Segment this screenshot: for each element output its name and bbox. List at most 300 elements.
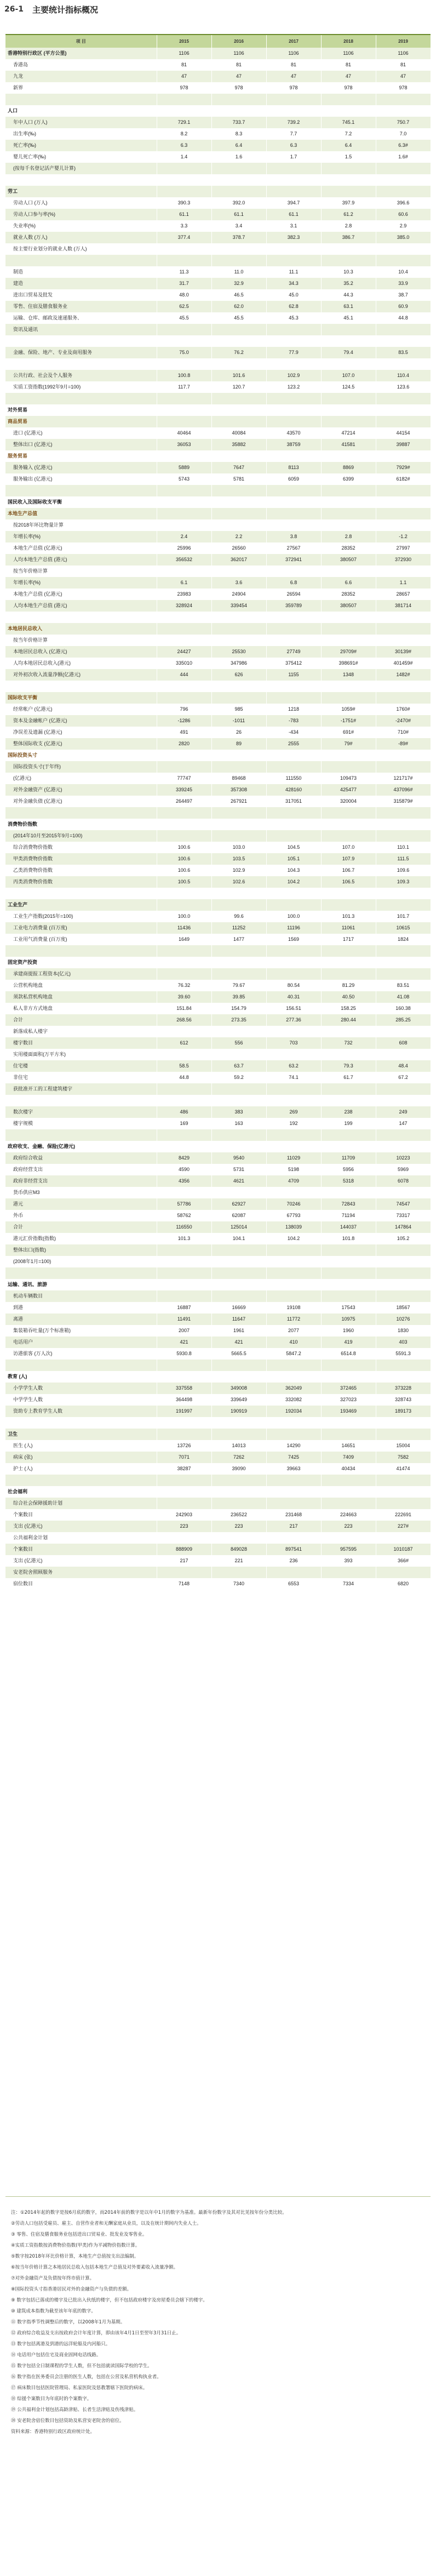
cell-value: [211, 324, 266, 335]
cell-value: 612: [157, 1037, 211, 1049]
cell-value: 1106: [376, 48, 431, 59]
cell-value: 337558: [157, 1383, 211, 1394]
row-label: 经常帐户 (亿港元): [5, 704, 157, 715]
table-row: [5, 1383, 431, 1394]
table-row: [5, 163, 431, 174]
cell-value: 978: [266, 82, 321, 94]
cell-value: [266, 485, 321, 496]
cell-value: [266, 635, 321, 646]
cell-value: [376, 393, 431, 404]
cell-value: 14013: [211, 1440, 266, 1452]
table-row: [5, 1290, 431, 1302]
cell-value: [157, 404, 211, 416]
cell-value: 2.4: [157, 531, 211, 542]
cell-value: 4709: [266, 1175, 321, 1187]
cell-value: 10.4: [376, 266, 431, 278]
cell-value: [266, 163, 321, 174]
cell-value: 27749: [266, 646, 321, 658]
row-label: 到港: [5, 1302, 157, 1313]
table-row: [5, 519, 431, 531]
row-label: 劳动人口参与率(%): [5, 209, 157, 220]
table-row: [5, 704, 431, 715]
row-label: 香港特别行政区 (平方公里): [5, 48, 157, 59]
cell-value: [266, 393, 321, 404]
footnote: ⑫ 政府综合收益及支出按政府会计年度计算，即由该年4月1日至翌年3月31日止。: [11, 2331, 181, 2336]
cell-value: [376, 1129, 431, 1141]
cell-value: [321, 1475, 376, 1486]
cell-value: 35882: [211, 439, 266, 450]
table-row: [5, 531, 431, 542]
cell-value: [211, 623, 266, 635]
row-label: 对外初次收入流量净额(亿港元): [5, 669, 157, 681]
cell-value: 1760#: [376, 704, 431, 715]
table-row: [5, 151, 431, 163]
row-label: [5, 358, 157, 370]
cell-value: 849028: [211, 1544, 266, 1555]
cell-value: [321, 174, 376, 186]
cell-value: [321, 1083, 376, 1095]
cell-value: [157, 807, 211, 819]
cell-value: 491: [157, 727, 211, 738]
cell-value: 1010187: [376, 1544, 431, 1555]
header-item: 项 目: [5, 35, 157, 48]
cell-value: 77747: [157, 773, 211, 784]
cell-value: [266, 508, 321, 519]
cell-value: 192034: [266, 1406, 321, 1417]
cell-value: 339245: [157, 784, 211, 796]
table-row: [5, 727, 431, 738]
cell-value: 156.51: [266, 1003, 321, 1014]
cell-value: [157, 968, 211, 980]
cell-value: [211, 807, 266, 819]
cell-value: [157, 393, 211, 404]
cell-value: 40.31: [266, 991, 321, 1003]
cell-value: [321, 968, 376, 980]
table-row: [5, 1406, 431, 1417]
cell-value: 117.7: [157, 381, 211, 393]
cell-value: 1.6: [211, 151, 266, 163]
table-row: [5, 1567, 431, 1578]
cell-value: [157, 1475, 211, 1486]
cell-value: 2077: [266, 1325, 321, 1336]
row-label: 香港岛: [5, 59, 157, 71]
cell-value: 47214: [321, 427, 376, 439]
cell-value: 44.3: [321, 289, 376, 301]
cell-value: 285.25: [376, 1014, 431, 1026]
cell-value: 390.3: [157, 197, 211, 209]
cell-value: 8.3: [211, 128, 266, 140]
cell-value: 116550: [157, 1221, 211, 1233]
cell-value: 357308: [211, 784, 266, 796]
row-label: 私人非方方式地盘: [5, 1003, 157, 1014]
cell-value: [321, 1486, 376, 1498]
header-year: 2019: [376, 35, 431, 48]
cell-value: 41581: [321, 439, 376, 450]
cell-value: [376, 945, 431, 957]
cell-value: [211, 1095, 266, 1106]
cell-value: 978: [321, 82, 376, 94]
table-row: [5, 1360, 431, 1371]
cell-value: [211, 968, 266, 980]
table-row: [5, 496, 431, 508]
row-label: [5, 94, 157, 105]
table-row: [5, 324, 431, 335]
cell-value: -1751#: [321, 715, 376, 727]
cell-value: 60.6: [376, 209, 431, 220]
cell-value: 7929#: [376, 462, 431, 473]
cell-value: 79#: [321, 738, 376, 750]
cell-value: 189173: [376, 1406, 431, 1417]
cell-value: 48.0: [157, 289, 211, 301]
cell-value: [376, 508, 431, 519]
cell-value: 100.5: [157, 876, 211, 888]
row-label: 数次楼宇: [5, 1106, 157, 1118]
cell-value: [321, 1267, 376, 1279]
cell-value: 3.1: [266, 220, 321, 232]
table-row: [5, 473, 431, 485]
cell-value: [211, 1486, 266, 1498]
row-label: 婴儿死亡率(‰): [5, 151, 157, 163]
cell-value: 61.7: [321, 1072, 376, 1083]
cell-value: 364498: [157, 1394, 211, 1406]
cell-value: [321, 635, 376, 646]
cell-value: [376, 1279, 431, 1290]
cell-value: 280.44: [321, 1014, 376, 1026]
cell-value: 76.2: [211, 347, 266, 358]
cell-value: [321, 255, 376, 266]
cell-value: 151.84: [157, 1003, 211, 1014]
cell-value: 978: [211, 82, 266, 94]
row-label: 病床 (张): [5, 1452, 157, 1463]
cell-value: [266, 1532, 321, 1544]
cell-value: 125014: [211, 1221, 266, 1233]
table-row: [5, 669, 431, 681]
cell-value: 957595: [321, 1544, 376, 1555]
table-row: [5, 945, 431, 957]
row-label: 年增长率(%): [5, 577, 157, 589]
table-number: 26-1: [4, 5, 24, 14]
row-label: 中学学生人数: [5, 1394, 157, 1406]
cell-value: 58.5: [157, 1060, 211, 1072]
cell-value: 8113: [266, 462, 321, 473]
cell-value: 380507: [321, 600, 376, 612]
row-label: 进出口贸易及批发: [5, 289, 157, 301]
cell-value: [211, 163, 266, 174]
cell-value: 107.9: [321, 853, 376, 865]
cell-value: [266, 1290, 321, 1302]
cell-value: [266, 1256, 321, 1267]
cell-value: 163: [211, 1118, 266, 1129]
cell-value: [157, 1417, 211, 1429]
row-label: 服务贸易: [5, 450, 157, 462]
table-row: [5, 94, 431, 105]
cell-value: [211, 692, 266, 704]
cell-value: [211, 255, 266, 266]
cell-value: 386.7: [321, 232, 376, 243]
row-label: 本地生产总值 (亿港元): [5, 542, 157, 554]
table-row: [5, 71, 431, 82]
cell-value: 732: [321, 1037, 376, 1049]
cell-value: 2.8: [321, 220, 376, 232]
cell-value: [211, 485, 266, 496]
cell-value: [376, 485, 431, 496]
row-label: 合计: [5, 1014, 157, 1026]
footnote: ⑰ 病床数目包括医院管理局、私家医院及惩教署辖下医院的病床。: [11, 2385, 148, 2391]
cell-value: [157, 1486, 211, 1498]
cell-value: [211, 1498, 266, 1509]
cell-value: 1106: [266, 48, 321, 59]
cell-value: 81: [211, 59, 266, 71]
table-row: [5, 186, 431, 197]
cell-value: [376, 888, 431, 899]
cell-value: [157, 819, 211, 830]
footnote: ⑥按当年价格计算之本地居民总收入包括本地生产总值及对外要素收入流量净额。: [11, 2265, 179, 2270]
cell-value: 6.3: [157, 140, 211, 151]
cell-value: [321, 1279, 376, 1290]
cell-value: 5665.5: [211, 1348, 266, 1360]
cell-value: [266, 899, 321, 911]
cell-value: 110.4: [376, 370, 431, 381]
row-label: [5, 807, 157, 819]
table-row: [5, 1475, 431, 1486]
cell-value: [266, 1429, 321, 1440]
cell-value: 2007: [157, 1325, 211, 1336]
row-label: 护士 (人): [5, 1463, 157, 1475]
cell-value: [266, 692, 321, 704]
cell-value: [321, 1567, 376, 1578]
row-label: 整体国际收支 (亿港元): [5, 738, 157, 750]
cell-value: [211, 1417, 266, 1429]
cell-value: 380507: [321, 554, 376, 566]
cell-value: [321, 1187, 376, 1198]
cell-value: 72843: [321, 1198, 376, 1210]
row-label: 运输、仓库、邮政及速递服务、: [5, 312, 157, 324]
row-label: [5, 485, 157, 496]
cell-value: [211, 243, 266, 255]
cell-value: 73317: [376, 1210, 431, 1221]
row-label: 集装箱吞吐量(万个标准箱): [5, 1325, 157, 1336]
cell-value: 745.1: [321, 117, 376, 128]
cell-value: 5930.8: [157, 1348, 211, 1360]
cell-value: 124.5: [321, 381, 376, 393]
cell-value: 1348: [321, 669, 376, 681]
row-label: [5, 1475, 157, 1486]
cell-value: 362017: [211, 554, 266, 566]
table-row: [5, 105, 431, 117]
table-row: [5, 1129, 431, 1141]
cell-value: 62.5: [157, 301, 211, 312]
row-label: 政府收支、金融、保险(亿港元): [5, 1141, 157, 1152]
cell-value: 39.60: [157, 991, 211, 1003]
row-label: 政府综合收益: [5, 1152, 157, 1164]
table-row: [5, 1463, 431, 1475]
cell-value: 710#: [376, 727, 431, 738]
cell-value: [157, 94, 211, 105]
cell-value: [321, 450, 376, 462]
cell-value: [321, 566, 376, 577]
table-body: [5, 48, 431, 1590]
cell-value: 80.54: [266, 980, 321, 991]
row-label: [5, 255, 157, 266]
table-row: [5, 1267, 431, 1279]
cell-value: [321, 519, 376, 531]
cell-value: [157, 1083, 211, 1095]
cell-value: [157, 945, 211, 957]
table-row: [5, 692, 431, 704]
cell-value: 339454: [211, 600, 266, 612]
cell-value: 328743: [376, 1394, 431, 1406]
row-label: 资助专上教育学生人数: [5, 1406, 157, 1417]
row-label: [5, 1095, 157, 1106]
cell-value: [266, 358, 321, 370]
cell-value: 608: [376, 1037, 431, 1049]
cell-value: [157, 1256, 211, 1267]
table-row: [5, 646, 431, 658]
row-label: 新界: [5, 82, 157, 94]
cell-value: [376, 1532, 431, 1544]
cell-value: 223: [157, 1521, 211, 1532]
table-row: [5, 1244, 431, 1256]
cell-value: 393: [321, 1555, 376, 1567]
cell-value: 223: [211, 1521, 266, 1532]
table-row: [5, 1256, 431, 1267]
cell-value: 26560: [211, 542, 266, 554]
cell-value: [376, 899, 431, 911]
cell-value: [157, 1026, 211, 1037]
cell-value: [266, 496, 321, 508]
cell-value: [376, 957, 431, 968]
row-label: 国际收支平衡: [5, 692, 157, 704]
row-label: 固定资产投资: [5, 957, 157, 968]
cell-value: 40.50: [321, 991, 376, 1003]
cell-value: [211, 945, 266, 957]
cell-value: [321, 1417, 376, 1429]
table-row: [5, 255, 431, 266]
row-label: 宿位数目: [5, 1578, 157, 1590]
cell-value: 421: [211, 1336, 266, 1348]
cell-value: [376, 1187, 431, 1198]
cell-value: 38287: [157, 1463, 211, 1475]
cell-value: 7.0: [376, 128, 431, 140]
cell-value: [376, 186, 431, 197]
cell-value: [376, 1083, 431, 1095]
cell-value: 691#: [321, 727, 376, 738]
cell-value: [157, 1141, 211, 1152]
cell-value: 3.8: [266, 531, 321, 542]
cell-value: 2.9: [376, 220, 431, 232]
table-row: [5, 1486, 431, 1498]
cell-value: 7.7: [266, 128, 321, 140]
row-label: [5, 1267, 157, 1279]
cell-value: 47: [321, 71, 376, 82]
table-row: [5, 266, 431, 278]
table-row: [5, 427, 431, 439]
row-label: 支出 (亿港元): [5, 1521, 157, 1532]
table-row: [5, 1440, 431, 1452]
footnote: ⑨ 数字包括已落成的楼宇及已批出入伙纸的楼宇，但不包括政府楼宇及房屋委员会辖下的楼宇。: [11, 2298, 208, 2303]
cell-value: 31.7: [157, 278, 211, 289]
cell-value: [321, 1360, 376, 1371]
cell-value: 273.35: [211, 1014, 266, 1026]
cell-value: [211, 404, 266, 416]
cell-value: [157, 1267, 211, 1279]
cell-value: 158.25: [321, 1003, 376, 1014]
cell-value: 39887: [376, 439, 431, 450]
statistics-table: [5, 35, 431, 1590]
cell-value: [211, 1475, 266, 1486]
table-row: [5, 566, 431, 577]
cell-value: [266, 1083, 321, 1095]
cell-value: 7647: [211, 462, 266, 473]
cell-value: [211, 1129, 266, 1141]
cell-value: [376, 761, 431, 773]
table-row: [5, 1164, 431, 1175]
cell-value: 13726: [157, 1440, 211, 1452]
row-label: (按每千名登记活产婴儿计算): [5, 163, 157, 174]
cell-value: 36053: [157, 439, 211, 450]
cell-value: [157, 1429, 211, 1440]
cell-value: [376, 335, 431, 347]
cell-value: [266, 324, 321, 335]
cell-value: [266, 566, 321, 577]
cell-value: [157, 681, 211, 692]
cell-value: [321, 899, 376, 911]
cell-value: [321, 1256, 376, 1267]
cell-value: 23983: [157, 589, 211, 600]
cell-value: 332082: [266, 1394, 321, 1406]
table-row: [5, 865, 431, 876]
row-label: 对外贸易: [5, 404, 157, 416]
cell-value: 62.8: [266, 301, 321, 312]
cell-value: 269: [266, 1106, 321, 1118]
cell-value: 14290: [266, 1440, 321, 1452]
cell-value: 9540: [211, 1152, 266, 1164]
footnote: ⑬ 数字包括离港及到港的远洋轮船及内河船只。: [11, 2341, 111, 2347]
table-row: [5, 1095, 431, 1106]
cell-value: 63.2: [266, 1060, 321, 1072]
cell-value: 61.1: [266, 209, 321, 220]
cell-value: [211, 1360, 266, 1371]
row-label: 承建商提报工程资本(亿元): [5, 968, 157, 980]
cell-value: 401459#: [376, 658, 431, 669]
cell-value: 1.7: [266, 151, 321, 163]
row-label: 政府经营支出: [5, 1164, 157, 1175]
cell-value: 6.6: [321, 577, 376, 589]
cell-value: 47: [211, 71, 266, 82]
table-row: [5, 911, 431, 922]
cell-value: [321, 1498, 376, 1509]
row-label: 本地生产总值 (亿港元): [5, 589, 157, 600]
cell-value: [321, 1141, 376, 1152]
table-row: [5, 174, 431, 186]
table-row: [5, 600, 431, 612]
cell-value: 123.6: [376, 381, 431, 393]
cell-value: 10223: [376, 1152, 431, 1164]
cell-value: [211, 1290, 266, 1302]
cell-value: 5731: [211, 1164, 266, 1175]
cell-value: [376, 105, 431, 117]
cell-value: 102.9: [211, 865, 266, 876]
cell-value: [376, 1256, 431, 1267]
row-label: [5, 1129, 157, 1141]
cell-value: [376, 404, 431, 416]
cell-value: [211, 1026, 266, 1037]
cell-value: 392.0: [211, 197, 266, 209]
table-row: [5, 715, 431, 727]
row-label: [5, 1360, 157, 1371]
cell-value: [266, 105, 321, 117]
table-row: [5, 416, 431, 427]
